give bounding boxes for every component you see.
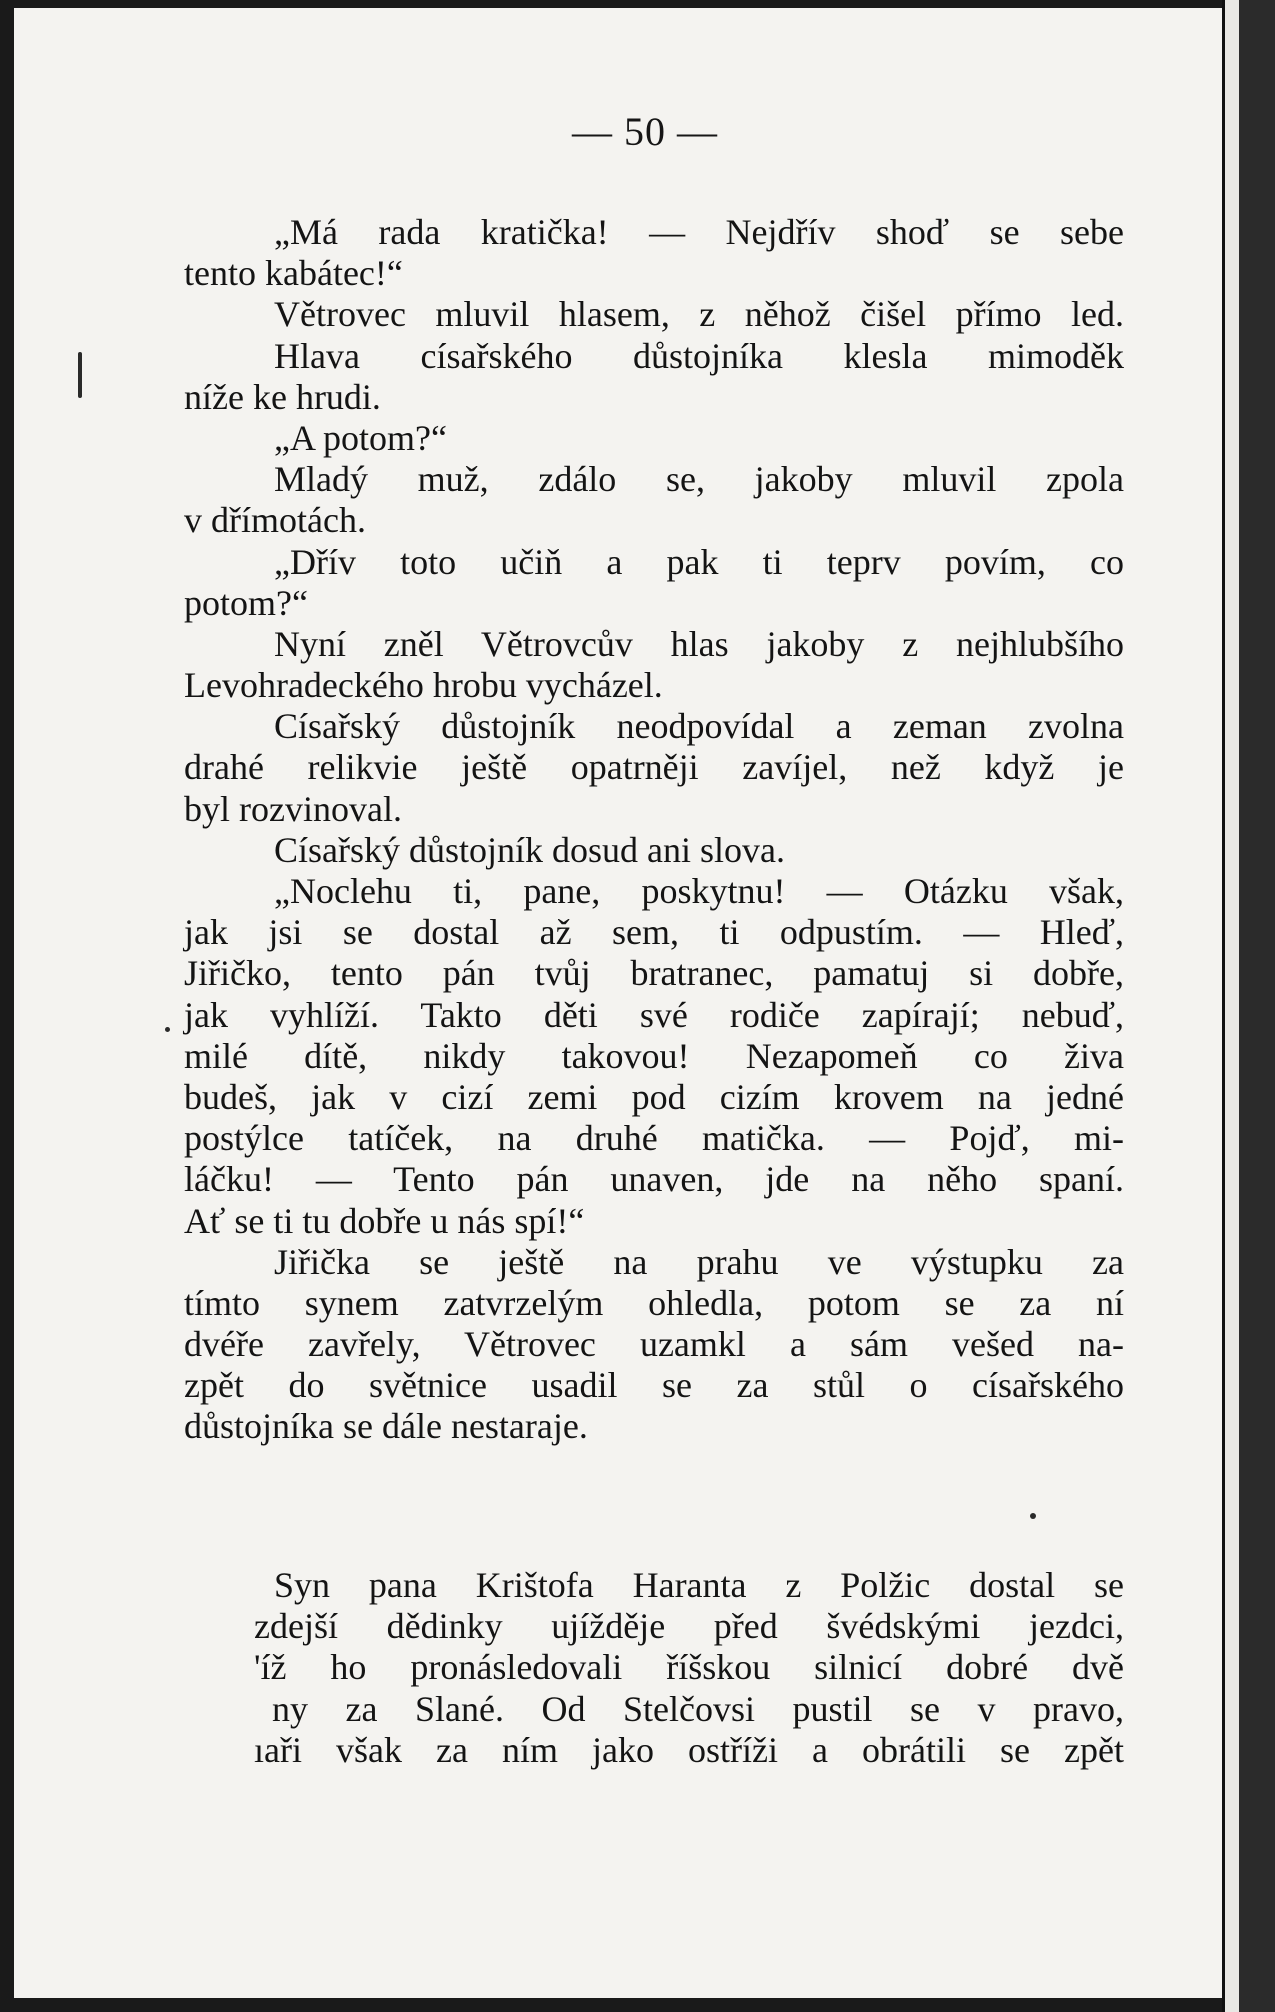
- text-line: Levohradeckého hrobu vycházel.: [184, 665, 663, 706]
- text-line: postýlce tatíček, na druhé matička. — Pojď, mi-: [184, 1118, 1124, 1159]
- text-line: Větrovec mluvil hlasem, z něhož čišel přímo led.: [274, 294, 1124, 335]
- text-line: potom?“: [184, 582, 308, 623]
- text-line: budeš, jak v cizí zemi pod cizím krovem na jedné: [184, 1076, 1124, 1117]
- text-line: láčku! — Tento pán unaven, jde na něho spaní.: [184, 1159, 1124, 1200]
- text-line: Mladý muž, zdálo se, jakoby mluvil zpola: [274, 459, 1124, 500]
- text-line: byl rozvinoval.: [184, 788, 402, 829]
- text-line: „Dřív toto učiň a pak ti teprv povím, co: [274, 541, 1124, 582]
- scan-border: [1239, 0, 1275, 2012]
- text-line: „Noclehu ti, pane, poskytnu! — Otázku však,: [274, 871, 1124, 911]
- page-edge: [1222, 0, 1239, 2012]
- text-line: zdejší dědinky ujížděje před švédskými jezdci,: [254, 1606, 1124, 1647]
- text-line: Syn pana Krištofa Haranta z Polžic dostal se: [274, 1565, 1124, 1605]
- text-line: zpět do světnice usadil se za stůl o císařského: [184, 1365, 1124, 1406]
- text-line: níže ke hrudi.: [184, 376, 381, 417]
- text-line: milé dítě, nikdy takovou! Nezapomeň co živa: [184, 1035, 1124, 1076]
- text-line: Ať se ti tu dobře u nás spí!“: [184, 1200, 585, 1241]
- body-text-bottom: [254, 1565, 1124, 1771]
- text-line: 'íž ho pronásledovali říšskou silnicí dobré dvě: [254, 1647, 1124, 1688]
- text-line: „A potom?“: [274, 417, 447, 458]
- text-line: drahé relikvie ještě opatrněji zavíjel, než když je: [184, 747, 1124, 788]
- scan-mark: [78, 352, 82, 398]
- text-line: Nyní zněl Větrovcův hlas jakoby z nejhlubšího: [274, 623, 1124, 664]
- text-line: Císařský důstojník neodpovídal a zeman zvolna: [274, 706, 1124, 747]
- text-line: důstojníka se dále nestaraje.: [184, 1406, 588, 1447]
- text-line: Hlava císařského důstojníka klesla mimoděk: [274, 335, 1124, 376]
- scan-speck: [1030, 1513, 1036, 1519]
- text-line: Jiřičko, tento pán tvůj bratranec, pamatuj si dobře,: [184, 953, 1124, 994]
- text-line: tento kabátec!“: [184, 253, 403, 294]
- text-line: ıaři však za ním jako ostříži a obrátili se zpět: [254, 1729, 1124, 1770]
- text-line: dvéře zavřely, Větrovec uzamkl a sám vešed na-: [184, 1324, 1124, 1365]
- text-line: v dřímotách.: [184, 500, 366, 541]
- text-line: tímto synem zatvrzelým ohledla, potom se za ní: [184, 1282, 1124, 1323]
- body-text: [184, 212, 1124, 1448]
- text-line: ny za Slané. Od Stelčovsi pustil se v pravo,: [272, 1688, 1124, 1729]
- text-line: „Má rada kratička! — Nejdřív shoď se sebe: [274, 212, 1124, 252]
- text-line: Císařský důstojník dosud ani slova.: [274, 829, 785, 870]
- text-line: Jiřička se ještě na prahu ve výstupku za: [274, 1241, 1124, 1282]
- text-line: jak vyhlíží. Takto děti své rodiče zapírají; nebuď,: [184, 994, 1124, 1035]
- page-number: — 50 —: [572, 109, 718, 154]
- text-line: jak jsi se dostal až sem, ti odpustím. — Hleď,: [184, 912, 1124, 953]
- scan-speck: [165, 1027, 170, 1032]
